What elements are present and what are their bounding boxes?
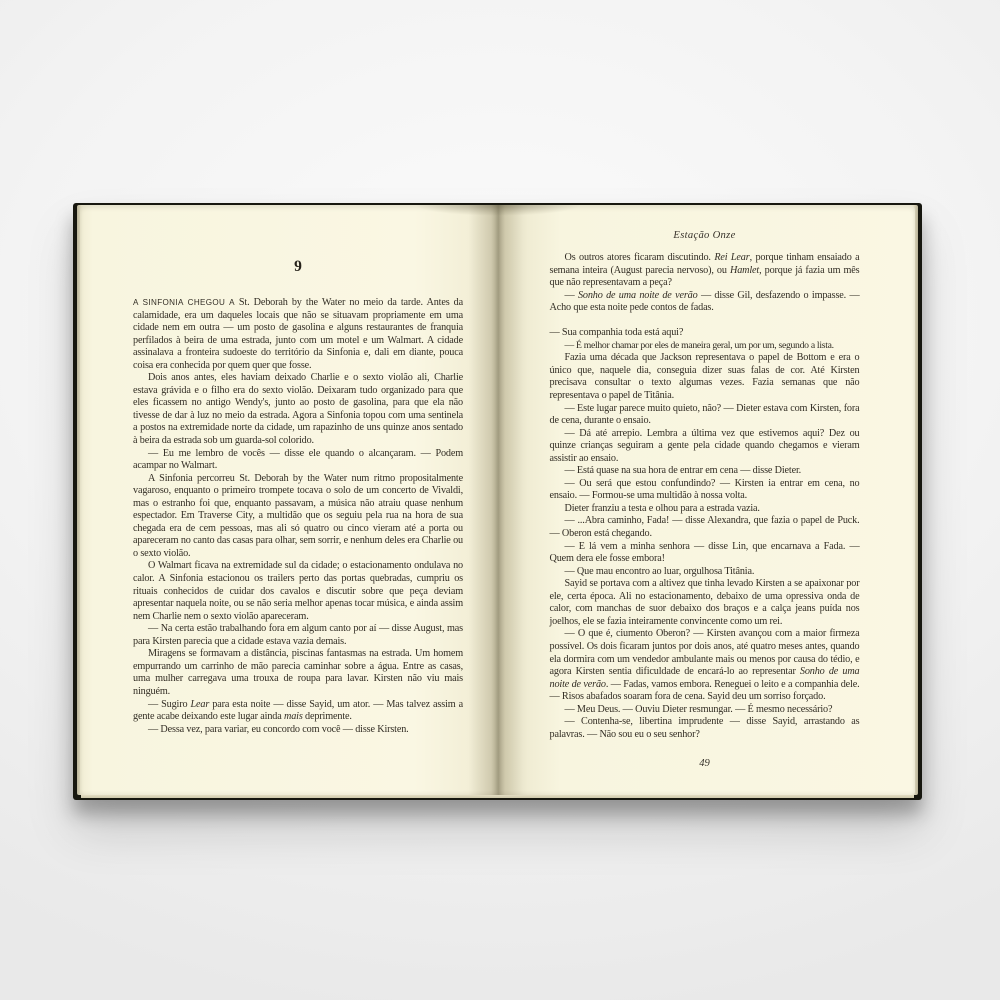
text-segment: . — Fadas, vamos embora. Reneguei o leito e a companhia dele. — Risos abafados soaram fora de cena. Sayid deu um sorriso forçado. <box>549 678 860 703</box>
open-book <box>73 203 922 800</box>
text-segment: , porque já fazia um mês que não representavam a peça? <box>549 264 860 289</box>
text-segment: , porque tinham ensaiado a semana inteira (August parecia nervoso), ou <box>549 252 860 276</box>
text-segment: O Walmart ficava na extremidade sul da cidade; o estacionamento ondulava no calor. A Sinfonia estacionou os trailers perto das portas quebradas, cumpriu os rituais conhecidos de cuidar dos cavalos e discutir sobre que peça deviam apresentar naquela noite, ou se não seria melhor apenas tocar música, e ainda assim nem Charlie nem o sexto violão apareceram. <box>133 560 463 622</box>
text-segment: — Dá até arrepio. Lembra a última vez que estivemos aqui? Dez ou quinze crianças seguiram a gente pela cidade quando chegamos e vieram assistir ao ensaio. <box>549 427 860 464</box>
paragraph <box>550 327 860 340</box>
text-segment: — Meu Deus. — Ouviu Dieter resmungar. — É mesmo necessário? <box>564 703 833 715</box>
text-segment: — O que é, ciumento Oberon? — Kirsten avançou com a maior firmeza possível. Os dois ficaram juntos por dois anos, até quatro meses antes, quando ela dormira com um vendedor ambulante mais ou menos por causa do tédio, e agora Kirsten sentia dificuldade de encará-lo ao representar <box>549 628 860 678</box>
running-header: Estação Onze <box>673 230 736 241</box>
paragraph <box>550 704 860 717</box>
text-segment: A Sinfonia percorreu St. Deborah by the Water num ritmo propositalmente vagaroso, enquanto o primeiro trompete tocava o solo de um concerto de Vivaldi, mas o estranho foi que, enquanto passavam, a música não atraiu quase nenhum espectador. Em Traverse City, a multidão que os seguiu pela rua na hora de sua chegada era de cem pessoas, mas ali só quatro ou cinco vieram até a porta ou apareceram no canto das casas para olhar, sem sorrir, e nenhum deles era Charlie ou o sexto violão. <box>133 472 463 559</box>
left-page <box>80 205 498 795</box>
text-segment: Sonho de uma noite de verão <box>577 289 698 301</box>
paragraph <box>133 448 463 473</box>
text-segment: — Ou será que estou confundindo? — Kirsten ia entrar em cena, no ensaio. — Formou-se uma multidão à nossa volta. <box>549 477 860 502</box>
text-segment: — Sugiro <box>148 698 191 710</box>
text-segment: Rei Lear <box>714 252 750 263</box>
text-segment: Hamlet <box>730 264 760 276</box>
paragraph <box>550 541 860 566</box>
paragraph <box>133 724 463 737</box>
paragraph <box>550 503 860 516</box>
paragraph <box>550 352 860 402</box>
left-page-text <box>133 297 463 736</box>
paragraph <box>550 578 860 628</box>
text-segment: — <box>564 289 578 301</box>
paragraph <box>550 515 860 540</box>
text-segment: St. Deborah by the Water no meio da tarde. Antes da calamidade, era um daqueles locais que não se situavam propriamente em uma cidade nem em outra — um posto de gasolina e alguns restaurantes de franquia perfilados à beira de uma estrada, junto com um motel e um Walmart. A cidade assinalava a fronteira sudoeste do território da Sinfonia e, dali em diante, pouca coisa era conhecida por quem quer que fosse. <box>133 297 463 371</box>
text-segment: Sayid se portava com a altivez que tinha levado Kirsten a se apaixonar por ele, certa época. Ali no estacionamento, debaixo de uma opressiva onda de calor, com manchas de suor debaixo dos braços e a calça jeans puída nos joelhos, ele se fazia inteiramente convincente como um rei. <box>549 578 860 627</box>
text-segment: deprimente. <box>302 711 352 723</box>
text-segment: Fazia uma década que Jackson representava o papel de Bottom e era o único que, naquele dia, conseguia dizer suas falas de cor. Até Kirsten precisava consultar o texto algumas vezes. Fazia semanas que não representava o papel de Titânia. <box>549 352 860 402</box>
text-segment: — Dessa vez, para variar, eu concordo com você — disse Kirsten. <box>148 723 409 735</box>
text-segment: — Contenha-se, libertina imprudente — disse Sayid, arrastando as palavras. — Não sou eu o seu senhor? <box>549 716 860 740</box>
paragraph <box>550 716 860 741</box>
right-page-text <box>550 252 860 741</box>
text-segment: — Eu me lembro de vocês — disse ele quando o alcançaram. — Podem acampar no Walmart. <box>133 447 463 472</box>
paragraph <box>550 566 860 579</box>
text-segment: — Está quase na sua hora de entrar em cena — disse Dieter. <box>564 465 802 477</box>
paragraph <box>133 648 463 698</box>
text-segment: — E lá vem a minha senhora — disse Lin, que encarnava a Fada. — Quem dera ele fosse embora! <box>549 540 860 565</box>
paragraph <box>133 699 463 724</box>
paragraph <box>550 628 860 703</box>
text-segment: Dieter franziu a testa e olhou para a estrada vazia. <box>564 502 760 514</box>
paragraph <box>133 372 463 447</box>
text-segment: Lear <box>190 698 210 710</box>
text-segment: — É melhor chamar por eles de maneira geral, um por um, segundo a lista. <box>564 339 834 351</box>
paragraph <box>550 340 860 353</box>
paragraph <box>133 297 463 372</box>
page-number: 49 <box>699 758 710 769</box>
paragraph <box>550 465 860 478</box>
paragraph <box>550 478 860 503</box>
paragraph <box>550 403 860 428</box>
right-page <box>498 205 916 795</box>
text-segment: Dois anos antes, eles haviam deixado Charlie e o sexto violão ali, Charlie estava grávida e o filho era do sexto violão. Deixaram tudo organizado para que eles ficassem no antigo Wendy's, junto ao posto de gasolina, para que ela não tivesse de dar à luz no meio da estrada. Agora a Sinfonia topou com uma sentinela a postos na extremidade norte da cidade, um rapazinho de uns quinze anos sentado à beira da estrada sob um guarda-sol colorido. <box>133 372 463 447</box>
text-segment: Miragens se formavam a distância, piscinas fantasmas na estrada. Um homem empurrando um carrinho de mão parecia caminhar sobre a água. Entre as casas, uma mulher carregava uma trouxa de roupa para lavar. Kirsten não viu mais ninguém. <box>133 648 463 697</box>
text-segment: — Este lugar parece muito quieto, não? — Dieter estava com Kirsten, fora de cena, durante o ensaio. <box>549 402 860 427</box>
text-segment: — Na certa estão trabalhando fora em algum canto por aí — disse August, mas para Kirsten parecia que a cidade estava vazia demais. <box>133 623 463 647</box>
text-segment: — ...Abra caminho, Fada! — disse Alexandra, que fazia o papel de Puck. — Oberon está chegando. <box>549 515 860 540</box>
page-spread <box>80 205 915 795</box>
text-segment: — Que mau encontro ao luar, orgulhosa Titânia. <box>564 565 755 577</box>
text-segment: — disse Gil, desfazendo o impasse. — Acho que esta noite pede contos de fadas. <box>549 289 860 314</box>
text-segment: Sonho de uma noite de verão <box>549 666 860 690</box>
paragraph <box>550 290 860 315</box>
text-segment: Os outros atores ficaram discutindo. <box>564 252 715 263</box>
paragraph <box>133 623 463 648</box>
text-segment: A SINFONIA CHEGOU A <box>133 298 239 307</box>
paragraph <box>550 428 860 466</box>
paragraph <box>550 252 860 290</box>
paragraph <box>133 560 463 623</box>
text-segment: para esta noite — disse Sayid, um ator. — Mas talvez assim a gente acabe deixando este lugar ainda <box>133 698 463 723</box>
text-segment: — Sua companhia toda está aqui? <box>549 327 684 339</box>
paragraph <box>133 473 463 561</box>
text-segment: mais <box>284 711 303 723</box>
chapter-number: 9 <box>294 258 302 275</box>
